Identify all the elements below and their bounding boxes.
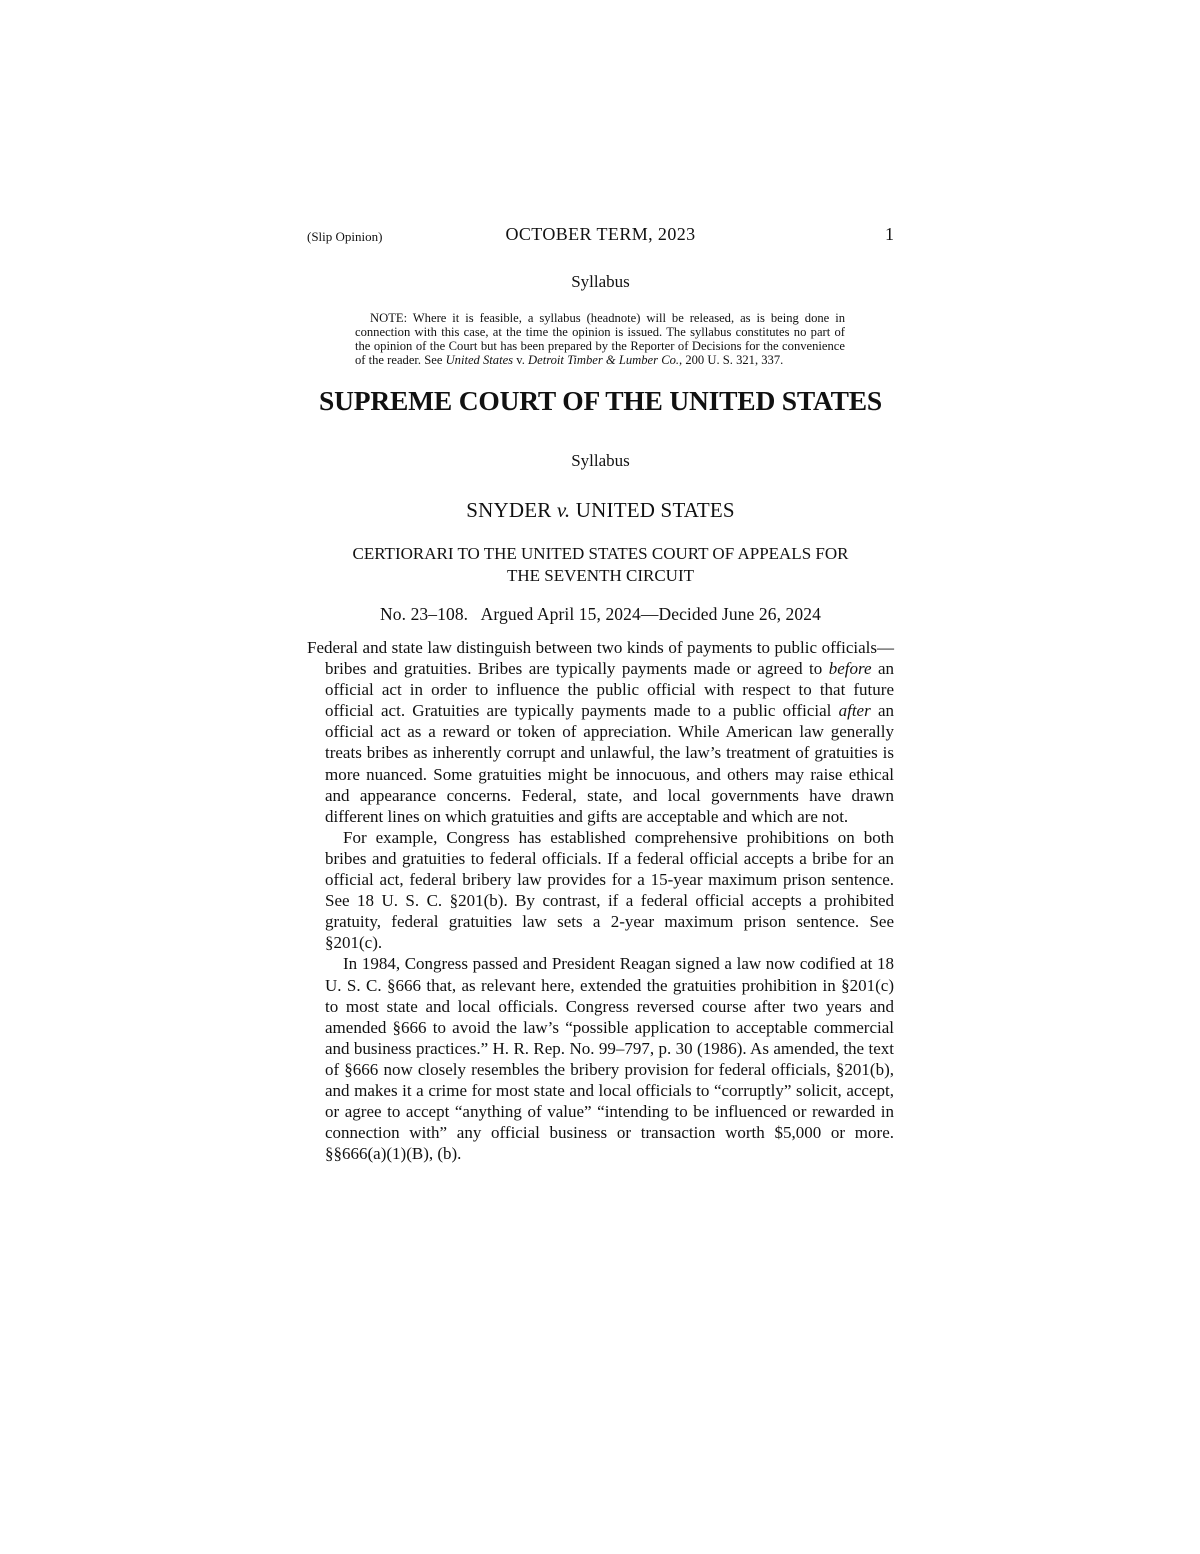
reporter-note	[355, 311, 845, 367]
syllabus-heading: Syllabus	[571, 451, 630, 470]
note-citation: 200 U. S. 321, 337.	[682, 353, 784, 367]
petitioner: SNYDER	[466, 498, 552, 522]
syllabus-heading-top: Syllabus	[571, 272, 630, 291]
paragraph-1-part-a: Federal and state law distinguish between two kinds of payments to public officials—bribes and gratuities. Bribes are typically payments made or agreed to	[307, 638, 894, 679]
syllabus-body	[307, 637, 894, 1164]
note-versus: v.	[513, 353, 529, 367]
paragraph-1-part-c: an official act as a reward or token of appreciation. While American law generally treats bribes as inherently corrupt and unlawful, the law’s treatment of gratuities is more nuanced. Some gratuities might be innocuous, and others may raise ethical and appearance concerns. Federal, state, and local governments have drawn different lines on which gratuities and gifts are acceptable and which are not.	[325, 701, 894, 826]
running-head	[307, 224, 894, 248]
note-lead: NOTE: Where it is feasible, a syllabus (headnote) will be released, as is being done in connection with this case, at the time the opinion is issued. The syllabus constitutes no part of the opinion of the Court but has been prepared by the Reporter of Decisions for the convenience of the reader. See	[355, 311, 845, 367]
case-title	[307, 498, 894, 523]
certiorari-line-2: THE SEVENTH CIRCUIT	[507, 566, 694, 585]
paragraph-1-part-b: an official act in order to influence the public official with respect to that future official act. Gratuities are typically payments made to a public official	[325, 659, 894, 721]
emphasis-before: before	[828, 659, 872, 679]
page-number: 1	[885, 224, 894, 244]
paragraph-2: For example, Congress has established comprehensive prohibitions on both bribes and gratuities to federal officials. If a federal official accepts a bribe for an official act, federal bribery law provides for a 15-year maximum prison sentence. See 18 U. S. C. §201(b). By contrast, if a federal official accepts a prohibited gratuity, federal gratuities law sets a 2-year maximum prison sentence. See §201(c).	[325, 827, 894, 953]
respondent: UNITED STATES	[575, 498, 735, 522]
note-case-party-2: Detroit Timber & Lumber Co.,	[528, 353, 683, 367]
docket-line: No. 23–108. Argued April 15, 2024—Decided June 26, 2024	[380, 604, 821, 624]
emphasis-after: after	[838, 701, 871, 721]
note-case-party-1: United States	[445, 353, 514, 367]
certiorari-heading	[307, 543, 894, 587]
paragraph-1	[307, 637, 894, 827]
term-heading: OCTOBER TERM, 2023	[505, 224, 696, 244]
versus: v.	[556, 498, 571, 522]
paragraph-3: In 1984, Congress passed and President Reagan signed a law now codified at 18 U. S. C. §666 that, as relevant here, extended the gratuities prohibition in §201(c) to most state and local officials. Congress reversed course after two years and amended §666 to avoid the law’s “possible application to acceptable commercial and business practices.” H. R. Rep. No. 99–797, p. 30 (1986). As amended, the text of §666 now closely resembles the bribery provision for federal officials, §201(b), and makes it a crime for most state and local officials to “corruptly” solicit, accept, or agree to accept “anything of value” “intending to be influenced or rewarded in connection with” any official business or transaction worth $5,000 or more. §§666(a)(1)(B), (b).	[325, 954, 894, 1164]
certiorari-line-1: CERTIORARI TO THE UNITED STATES COURT OF APPEALS FOR	[352, 544, 849, 563]
slip-opinion-label: (Slip Opinion)	[307, 229, 383, 244]
court-name: SUPREME COURT OF THE UNITED STATES	[319, 385, 882, 416]
slip-opinion-page	[307, 224, 894, 1164]
